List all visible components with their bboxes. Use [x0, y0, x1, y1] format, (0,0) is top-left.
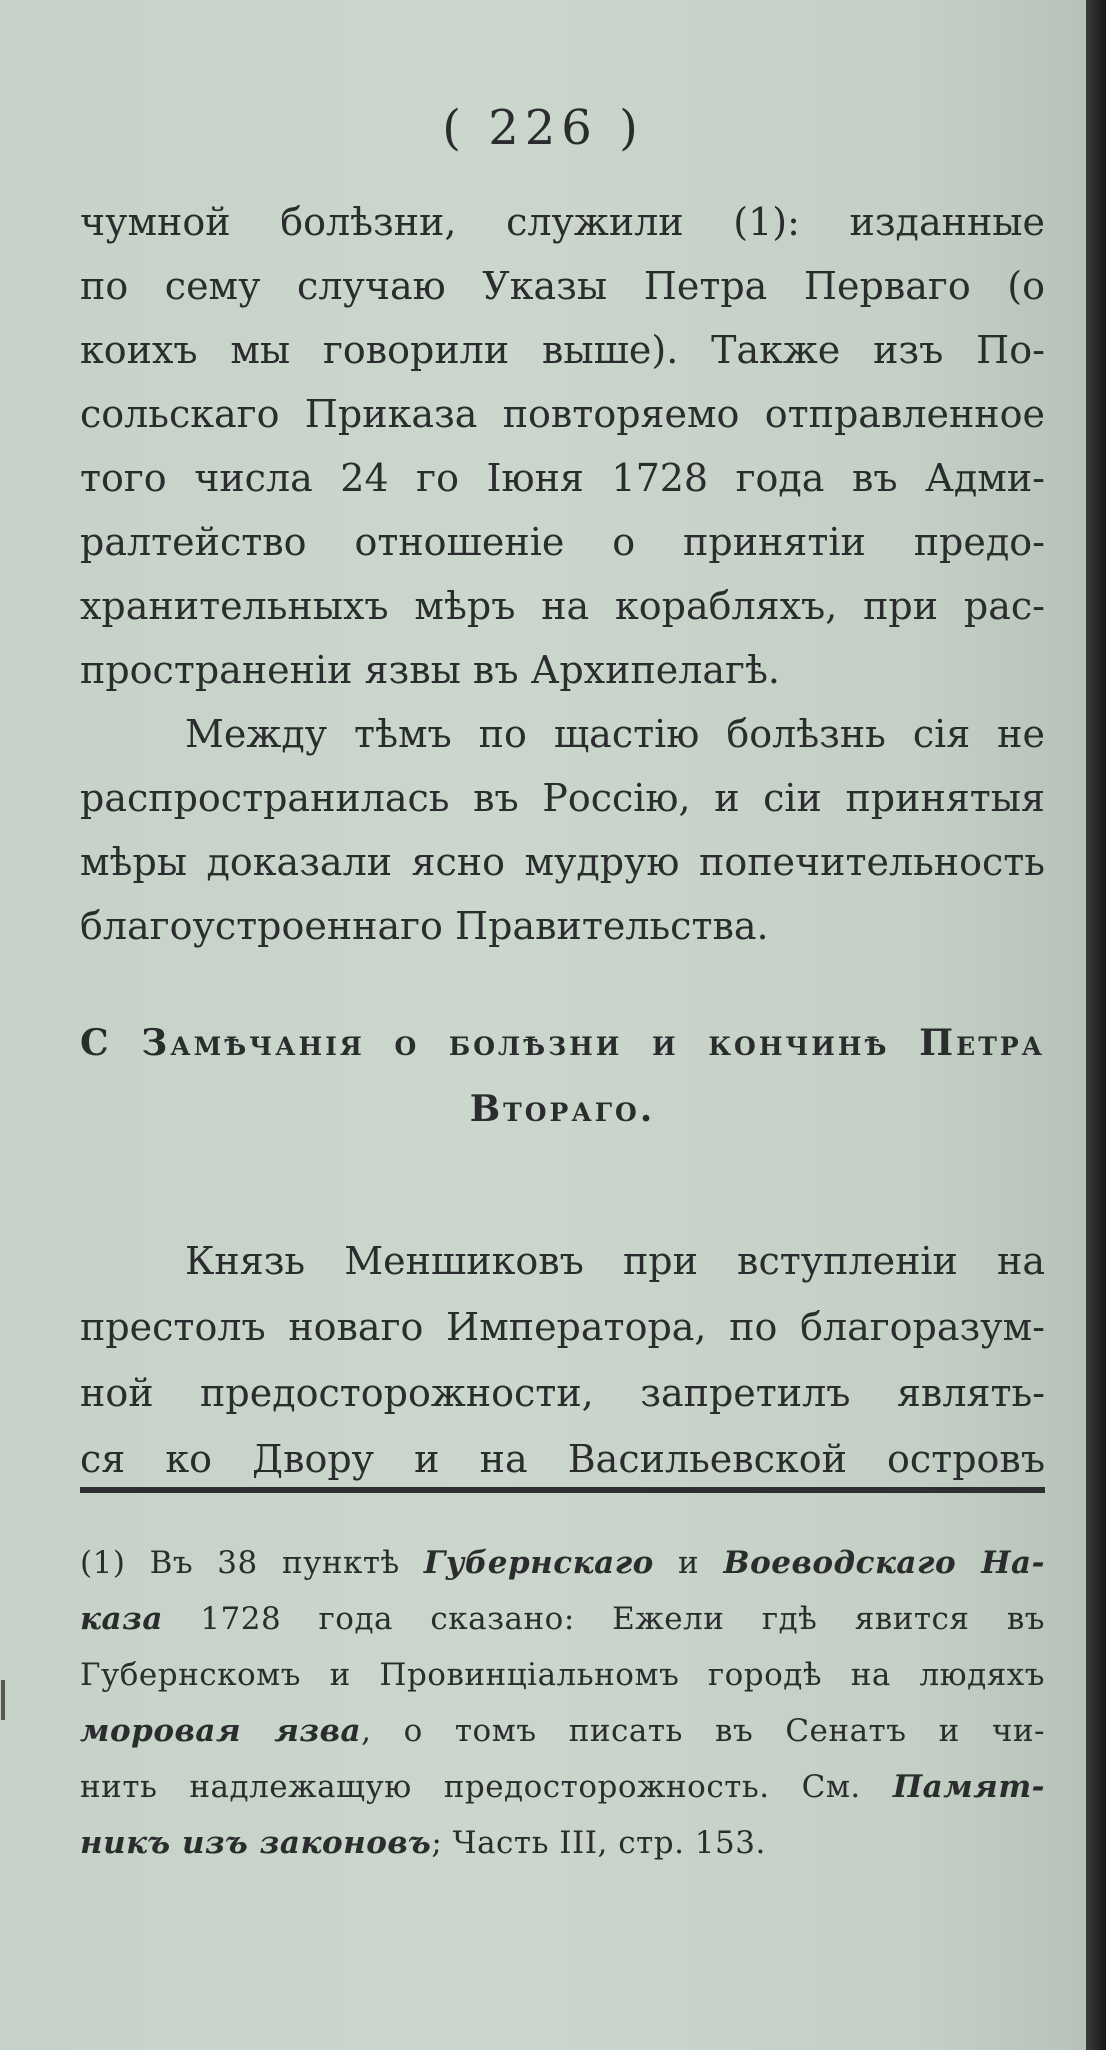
text-line: хранительныхъ мѣръ на корабляхъ, при рас-	[80, 584, 1045, 628]
footnote-italic: моровая язва	[80, 1713, 362, 1749]
footnote-line	[80, 1535, 1045, 1591]
ink-smudge	[1, 1680, 5, 1720]
paragraph-1	[80, 190, 1045, 702]
footnote-line	[80, 1703, 1045, 1759]
text-line: ся ко Двору и на Васильевской островъ	[80, 1437, 1045, 1481]
footnote-text: и	[653, 1545, 724, 1581]
text-line: распространилась въ Россію, и сіи принятыя	[80, 776, 1045, 820]
text-line: пространеніи язвы въ Архипелагѣ.	[80, 648, 780, 692]
text-line: Между тѣмъ по щастію болѣзнь сія не	[185, 712, 1045, 756]
footnote-text: ; Часть III, стр. 153.	[431, 1825, 766, 1861]
text-line: ралтейство отношеніе о принятіи предо-	[80, 520, 1045, 564]
text-line: мѣры доказали ясно мудрую попечительность	[80, 840, 1045, 884]
text-line: того числа 24 го Іюня 1728 года въ Адми-	[80, 456, 1045, 500]
footnote-italic: каза	[80, 1601, 163, 1637]
text-line: чумной болѣзни, служили (1): изданные	[80, 200, 1045, 244]
footnote-text: , о томъ писать въ Сенатъ и чи-	[361, 1713, 1045, 1749]
footnote-italic: никъ изъ законовъ	[80, 1825, 432, 1861]
text-line: ной предосторожности, запретилъ являть-	[80, 1371, 1045, 1415]
section-heading	[80, 1010, 1045, 1142]
footnote-line	[80, 1759, 1045, 1815]
page-edge-shadow	[1086, 0, 1106, 2050]
paragraph-3	[80, 1228, 1045, 1492]
text-line: сольскаго Приказа повторяемо отправленное	[80, 392, 1045, 436]
footnote-divider	[80, 1487, 1045, 1493]
heading-line: Втораго.	[469, 1088, 656, 1130]
footnote	[80, 1535, 1045, 1871]
footnote-text: нить надлежащую предосторожность. См.	[80, 1769, 893, 1805]
footnote-text: 1728 года сказано: Ежели гдѣ явится въ	[162, 1601, 1045, 1637]
paragraph-2	[80, 702, 1045, 958]
footnote-line	[80, 1815, 1045, 1871]
heading-line: С Замѣчанія о болѣзни и кончинѣ Петра	[80, 1022, 1045, 1064]
text-line: коихъ мы говорили выше). Также изъ По-	[80, 328, 1045, 372]
footnote-italic: Губернскаго	[423, 1545, 654, 1581]
page-number: ( 226 )	[442, 100, 644, 156]
text-line: престолъ новаго Императора, по благоразум-	[80, 1305, 1045, 1349]
text-line: благоустроеннаго Правительства.	[80, 904, 769, 948]
footnote-text: (1) Въ 38 пунктѣ	[80, 1545, 424, 1581]
text-line: по сему случаю Указы Петра Перваго (о	[80, 264, 1045, 308]
footnote-line: Губернскомъ и Провинціальномъ городѣ на людяхъ	[80, 1657, 1045, 1693]
footnote-italic: Памят-	[892, 1769, 1045, 1805]
footnote-line	[80, 1591, 1045, 1647]
footnote-italic: Воеводскаго На-	[723, 1545, 1045, 1581]
body-text	[80, 190, 1045, 958]
text-line: Князь Меншиковъ при вступленіи на	[185, 1239, 1045, 1283]
